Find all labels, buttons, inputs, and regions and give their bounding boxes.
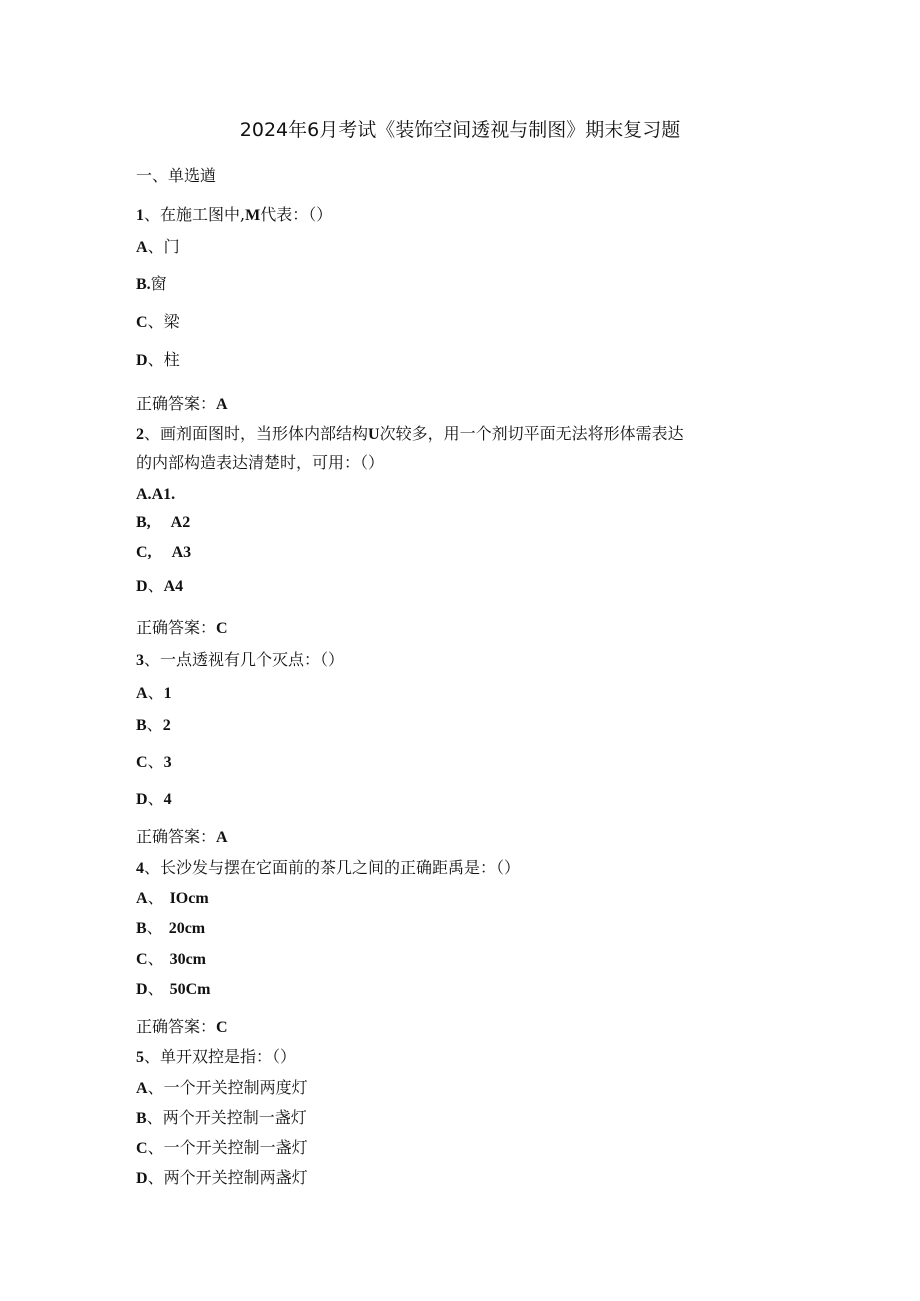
option-a (136, 1078, 308, 1099)
option-separator: 、 (147, 1168, 164, 1187)
option-letter: C (136, 314, 148, 331)
option-letter: C (136, 754, 148, 771)
option-text: 50Cm (169, 981, 211, 998)
option-letter: B (136, 717, 147, 734)
option-separator: 、 (147, 312, 164, 331)
option-c (136, 1138, 308, 1159)
option-letter: D (136, 1170, 148, 1187)
option-d (136, 979, 210, 1000)
option-text: 3 (163, 754, 172, 771)
question-text: 、长沙发与摆在它面前的茶几之间的正确距禹是：（） (144, 858, 521, 877)
option-b (136, 274, 167, 295)
answer-value: A (216, 829, 228, 846)
question-text-bold: U (368, 426, 380, 443)
option-separator: 、 (147, 979, 164, 998)
answer-label: 正确答案： (136, 618, 217, 637)
option-letter: D (136, 791, 148, 808)
option-letter: B (136, 920, 147, 937)
option-separator: 、 (147, 789, 164, 808)
section-heading: 一、单选遒 (136, 166, 217, 185)
question-4 (136, 858, 520, 879)
question-number: 4 (136, 860, 144, 877)
option-text: 门 (163, 237, 180, 256)
option-separator: 、 (147, 888, 164, 907)
option-text: 两个开关控制两盏灯 (163, 1168, 308, 1187)
option-separator: 、 (146, 715, 163, 734)
question-number: 1 (136, 207, 144, 224)
option-c (136, 542, 191, 563)
question-1 (136, 205, 332, 226)
option-d (136, 576, 183, 597)
question-5 (136, 1047, 296, 1068)
option-letter: A (136, 890, 148, 907)
option-letter: C (136, 951, 148, 968)
option-text: A3 (171, 544, 192, 561)
question-text: 、画剂面图时，当形体内部结构 (144, 424, 369, 443)
answer-2 (136, 618, 228, 639)
option-d (136, 1168, 308, 1189)
answer-value: C (216, 1019, 228, 1036)
option-letter: A (136, 1080, 148, 1097)
option-text: 1 (163, 685, 172, 702)
option-letter: B, (136, 514, 151, 531)
option-separator: 、 (147, 350, 164, 369)
option-letter: A (136, 239, 148, 256)
option-b (136, 918, 205, 939)
option-text: 一个开关控制两度灯 (163, 1078, 308, 1097)
answer-value: C (216, 620, 228, 637)
option-text: A2 (170, 514, 191, 531)
option-a (136, 888, 209, 909)
option-letter: A. (136, 486, 152, 503)
option-text: 30cm (169, 951, 207, 968)
option-c (136, 752, 172, 773)
option-separator: 、 (147, 1138, 164, 1157)
question-text: 、单开双控是指：（） (144, 1047, 297, 1066)
option-letter: D (136, 981, 148, 998)
option-separator: 、 (147, 683, 164, 702)
question-2-line-1 (136, 424, 684, 445)
question-text: 、一点透视有几个灭点：（） (144, 650, 345, 669)
option-separator: 、 (147, 752, 164, 771)
option-separator: 、 (147, 1078, 164, 1097)
question-text: 次较多，用一个剂切平面无法将形体需表达 (379, 424, 684, 443)
answer-value: A (216, 396, 228, 413)
option-letter: D (136, 578, 148, 595)
question-3 (136, 650, 344, 671)
option-text: 2 (162, 717, 171, 734)
option-letter: D (136, 352, 148, 369)
option-a (136, 237, 180, 258)
option-text: 窗 (150, 274, 167, 293)
option-c (136, 312, 180, 333)
question-number: 5 (136, 1049, 144, 1066)
option-separator: 、 (147, 237, 164, 256)
option-a (136, 683, 172, 704)
question-text: 、在施工图中, (144, 205, 246, 224)
question-text: 代表：（） (260, 205, 333, 224)
option-letter: C, (136, 544, 152, 561)
option-text: 柱 (163, 350, 180, 369)
option-letter: B. (136, 276, 151, 293)
question-number: 2 (136, 426, 144, 443)
option-separator: 、 (147, 576, 164, 595)
answer-label: 正确答案： (136, 827, 217, 846)
option-letter: A (136, 685, 148, 702)
question-text-bold: M (245, 207, 261, 224)
answer-1 (136, 394, 228, 415)
option-b (136, 715, 171, 736)
option-b (136, 1108, 307, 1129)
option-d (136, 789, 172, 810)
option-text: A1. (151, 486, 176, 503)
option-c (136, 949, 206, 970)
option-b (136, 512, 190, 533)
option-text: 一个开关控制一盏灯 (163, 1138, 308, 1157)
option-text: 两个开关控制一盏灯 (162, 1108, 307, 1127)
option-separator: 、 (146, 1108, 163, 1127)
question-number: 3 (136, 652, 144, 669)
answer-label: 正确答案： (136, 394, 217, 413)
question-2-line-2: 的内部构造表达清楚时，可用：（） (136, 453, 385, 472)
option-separator: 、 (146, 918, 163, 937)
answer-3 (136, 827, 228, 848)
option-d (136, 350, 180, 371)
option-text: A4 (163, 578, 184, 595)
option-a (136, 484, 175, 505)
option-text: 20cm (168, 920, 206, 937)
option-text: 梁 (163, 312, 180, 331)
answer-label: 正确答案： (136, 1017, 217, 1036)
option-letter: C (136, 1140, 148, 1157)
option-text: IOcm (169, 890, 209, 907)
option-letter: B (136, 1110, 147, 1127)
document-title: 2024年6月考试《装饰空间透视与制图》期末复习题 (239, 119, 681, 141)
answer-4 (136, 1017, 228, 1038)
option-text: 4 (163, 791, 172, 808)
option-separator: 、 (147, 949, 164, 968)
